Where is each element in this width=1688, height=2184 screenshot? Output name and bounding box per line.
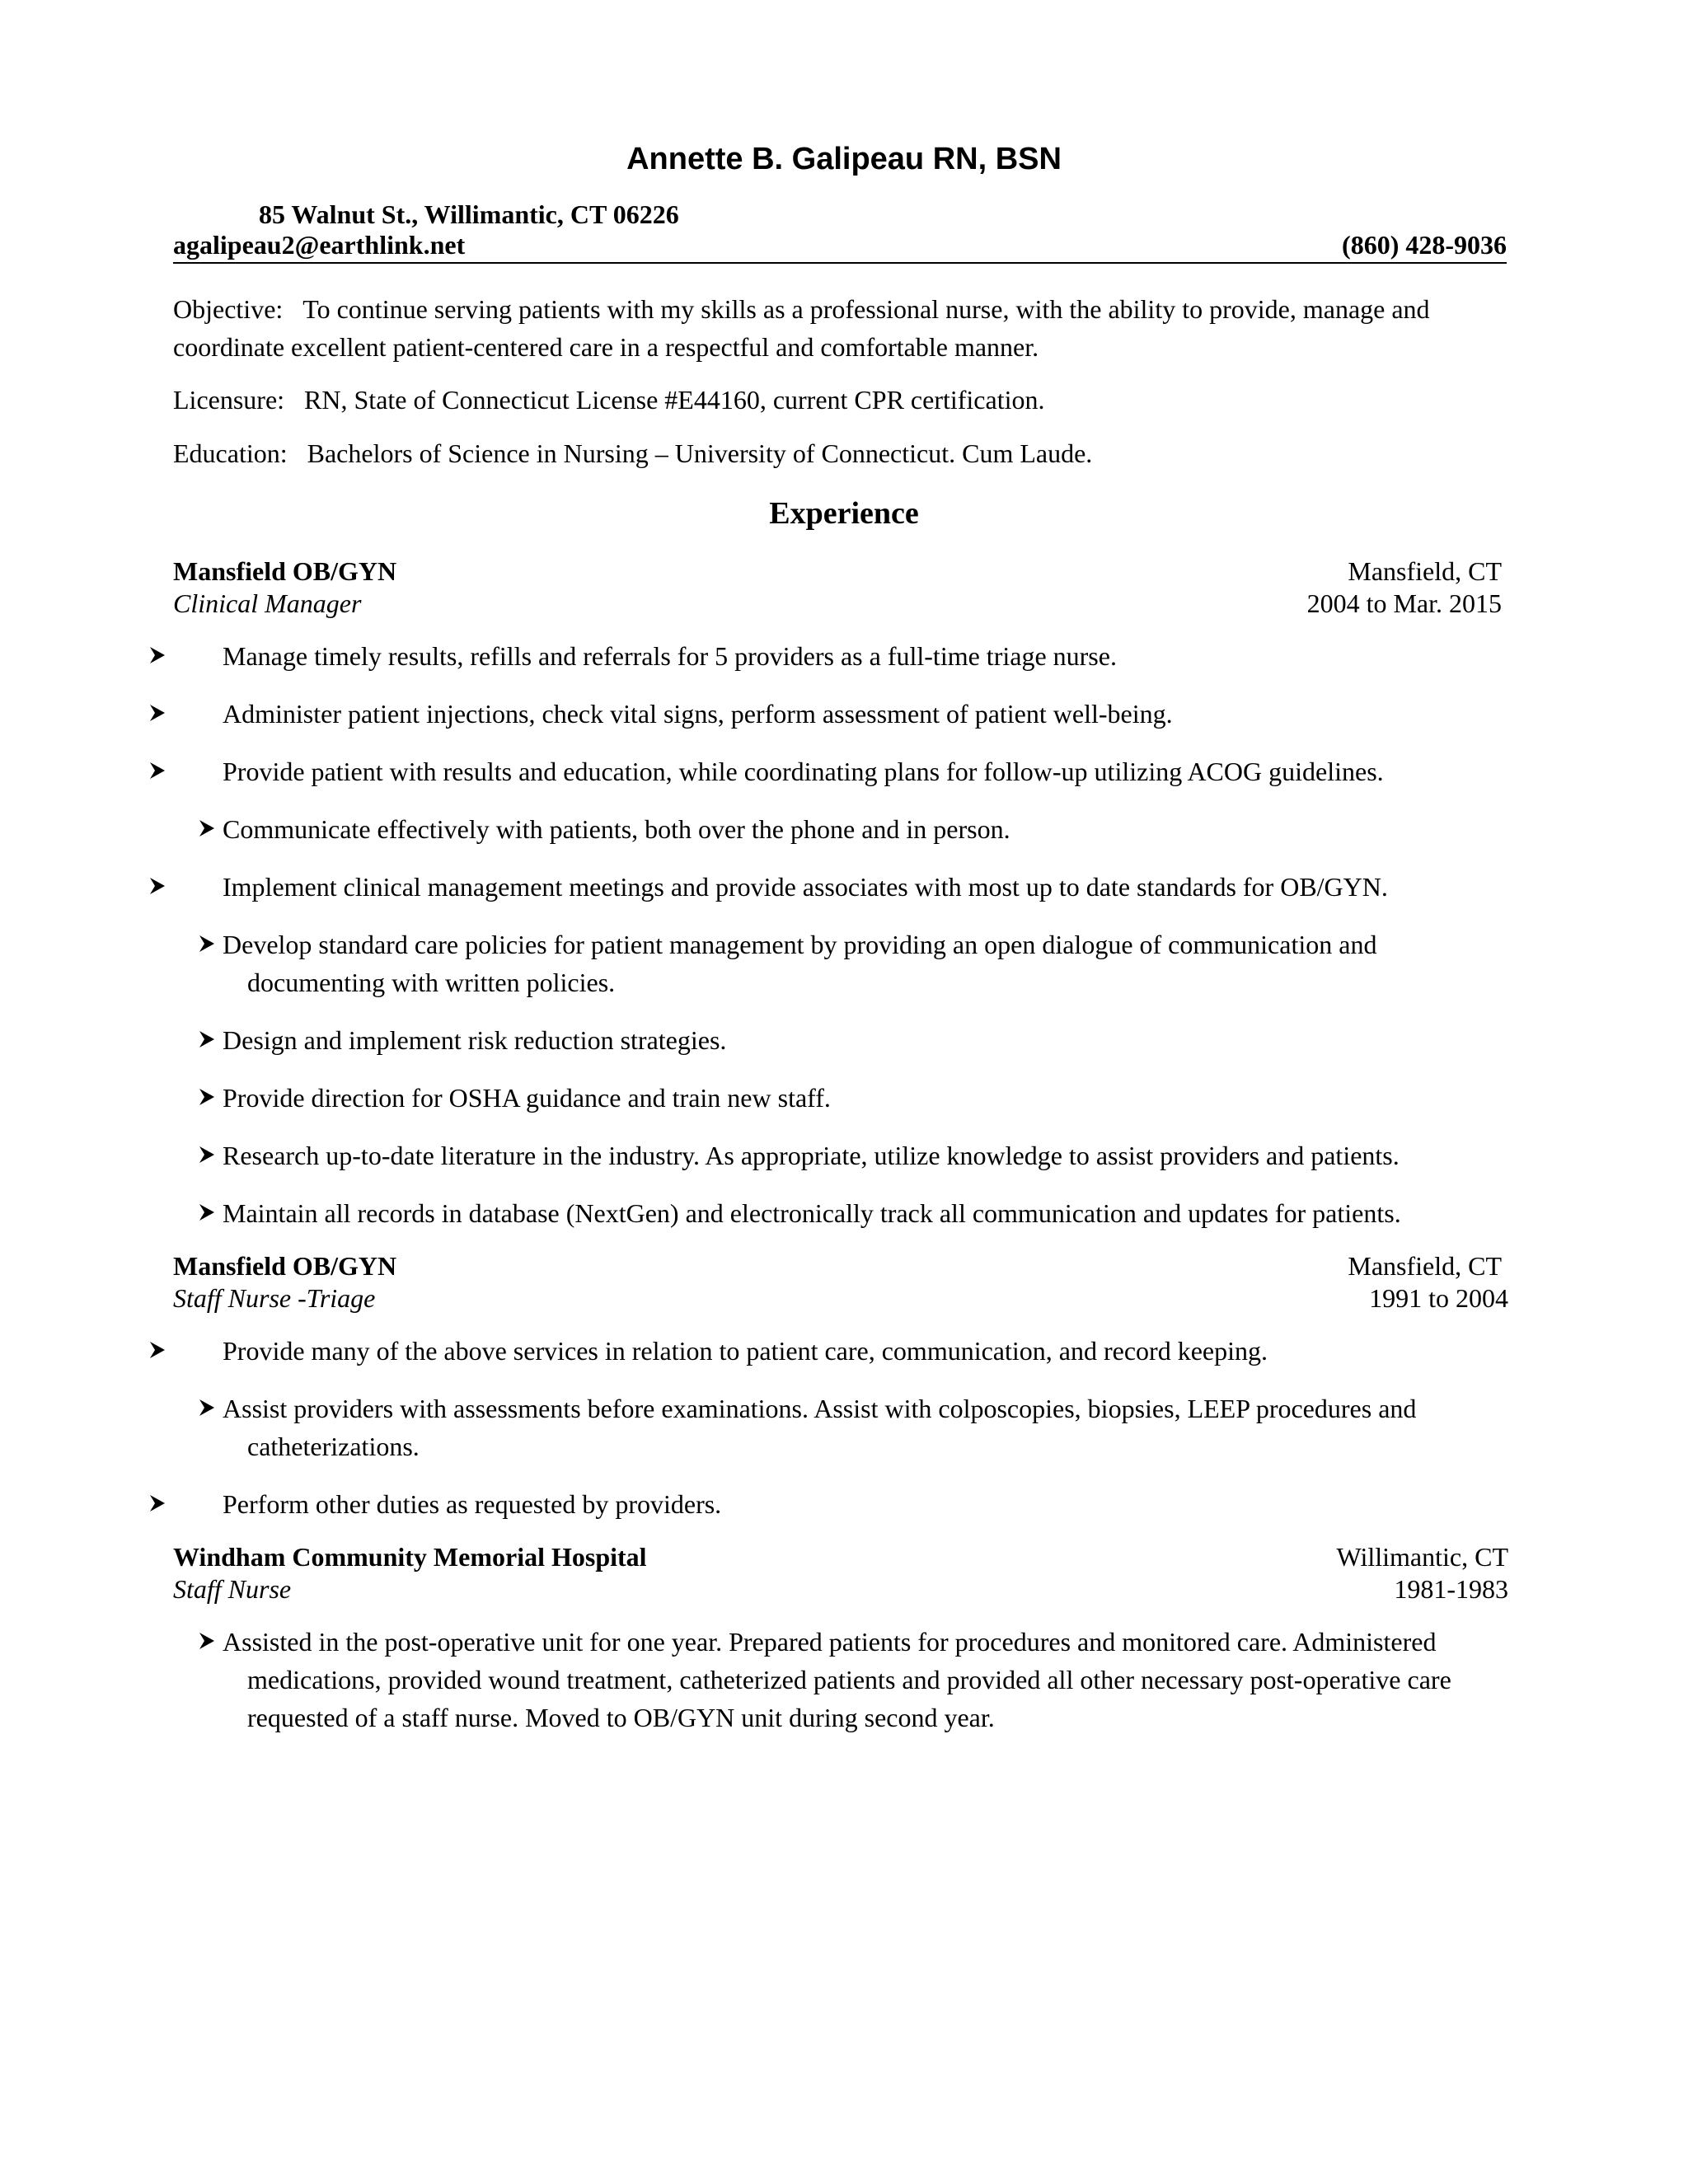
bullet-text: Maintain all records in database (NextGen) and electronically track all communication and updates for patients. bbox=[223, 1198, 1401, 1228]
job-org: Windham Community Memorial Hospital bbox=[173, 1542, 647, 1572]
bullet-text: Provide many of the above services in relation to patient care, communication, and record keeping. bbox=[223, 1336, 1268, 1366]
bullet-text: Design and implement risk reduction strategies. bbox=[223, 1025, 727, 1055]
arrow-bullet-icon bbox=[198, 1087, 219, 1108]
job-role: Clinical Manager bbox=[173, 588, 362, 618]
job-dates: 1981-1983 bbox=[1394, 1574, 1508, 1604]
arrow-bullet-icon bbox=[148, 645, 170, 667]
email-link[interactable]: agalipeau2@earthlink.net bbox=[173, 230, 466, 260]
contact-row bbox=[173, 229, 1507, 264]
arrow-bullet-icon bbox=[148, 1493, 170, 1515]
job-dates: 2004 to Mar. 2015 bbox=[1306, 588, 1502, 618]
job-subheader bbox=[173, 1282, 1508, 1315]
job-role: Staff Nurse -Triage bbox=[173, 1283, 376, 1313]
list-item bbox=[148, 1332, 1517, 1370]
list-item bbox=[198, 1021, 1517, 1059]
job-role: Staff Nurse bbox=[173, 1574, 292, 1604]
job-org: Mansfield OB/GYN bbox=[173, 556, 397, 586]
phone-number: (860) 428-9036 bbox=[1342, 230, 1507, 260]
bullet-text: Provide patient with results and education, while coordinating plans for follow-up utilizing ACOG guidelines. bbox=[223, 757, 1384, 786]
bullet-text: Perform other duties as requested by providers. bbox=[223, 1489, 722, 1519]
job-location: Mansfield, CT bbox=[1348, 1251, 1502, 1281]
bullet-text: Implement clinical management meetings and provide associates with most up to date standards for OB/GYN. bbox=[223, 872, 1388, 902]
bullet-text: Assist providers with assessments before examinations. Assist with colposcopies, biopsies, LEEP procedures and catheterizations. bbox=[223, 1394, 1417, 1461]
job-subheader bbox=[173, 588, 1508, 621]
objective-text: To continue serving patients with my skills as a professional nurse, with the ability to provide, manage and coordinate excellent patient-centered care in a respectful and comfortable manner. bbox=[173, 294, 1430, 362]
objective-section bbox=[173, 290, 1507, 366]
job-org: Mansfield OB/GYN bbox=[173, 1251, 397, 1281]
arrow-bullet-icon bbox=[198, 1398, 219, 1419]
job-location: Mansfield, CT bbox=[1348, 556, 1502, 586]
list-item bbox=[198, 1623, 1517, 1736]
list-item bbox=[148, 868, 1517, 906]
arrow-bullet-icon bbox=[148, 876, 170, 898]
arrow-bullet-icon bbox=[198, 1631, 219, 1652]
objective-label: Objective: bbox=[173, 294, 284, 324]
licensure-label: Licensure: bbox=[173, 385, 285, 415]
experience-heading: Experience bbox=[769, 496, 919, 531]
arrow-bullet-icon bbox=[198, 934, 219, 955]
arrow-bullet-icon bbox=[198, 818, 219, 840]
job-subheader bbox=[173, 1573, 1508, 1606]
job-header bbox=[173, 1250, 1508, 1283]
job-dates: 1991 to 2004 bbox=[1369, 1283, 1508, 1313]
job-header bbox=[173, 555, 1508, 588]
list-item bbox=[148, 637, 1517, 675]
list-item bbox=[198, 1390, 1517, 1465]
education-label: Education: bbox=[173, 438, 288, 468]
bullet-text: Develop standard care policies for patient management by providing an open dialogue of communication and documenting with written policies. bbox=[223, 930, 1377, 997]
list-item bbox=[148, 695, 1517, 733]
bullet-text: Research up-to-date literature in the industry. As appropriate, utilize knowledge to assist providers and patients. bbox=[223, 1141, 1400, 1170]
job-location: Willimantic, CT bbox=[1336, 1542, 1508, 1572]
arrow-bullet-icon bbox=[198, 1202, 219, 1224]
bullet-text: Communicate effectively with patients, both over the phone and in person. bbox=[223, 814, 1010, 844]
candidate-name: Annette B. Galipeau RN, BSN bbox=[626, 142, 1062, 176]
list-item bbox=[198, 1079, 1517, 1117]
arrow-bullet-icon bbox=[198, 1029, 219, 1051]
arrow-bullet-icon bbox=[148, 761, 170, 782]
list-item bbox=[198, 810, 1517, 848]
list-item bbox=[198, 926, 1517, 1001]
licensure-text: RN, State of Connecticut License #E44160, current CPR certification. bbox=[304, 385, 1045, 415]
list-item bbox=[148, 1485, 1517, 1523]
licensure-section bbox=[173, 381, 1507, 419]
education-section bbox=[173, 434, 1507, 472]
list-item bbox=[148, 752, 1517, 790]
arrow-bullet-icon bbox=[198, 1145, 219, 1166]
arrow-bullet-icon bbox=[148, 1340, 170, 1361]
job-header bbox=[173, 1541, 1508, 1574]
list-item bbox=[198, 1194, 1517, 1232]
address: 85 Walnut St., Willimantic, CT 06226 bbox=[259, 199, 679, 229]
arrow-bullet-icon bbox=[148, 703, 170, 724]
education-text: Bachelors of Science in Nursing – University of Connecticut. Cum Laude. bbox=[307, 438, 1093, 468]
list-item bbox=[198, 1137, 1517, 1174]
bullet-text: Manage timely results, refills and referrals for 5 providers as a full-time triage nurse. bbox=[223, 641, 1117, 671]
bullet-text: Provide direction for OSHA guidance and train new staff. bbox=[223, 1083, 831, 1113]
bullet-text: Assisted in the post-operative unit for one year. Prepared patients for procedures and monitored care. Administered medications, provided wound treatment, catheterized patients and provided all other necessary post-operative care requested of a staff nurse. Moved to OB/GYN unit during second year. bbox=[223, 1627, 1451, 1732]
bullet-text: Administer patient injections, check vital signs, perform assessment of patient well-being. bbox=[223, 699, 1173, 729]
